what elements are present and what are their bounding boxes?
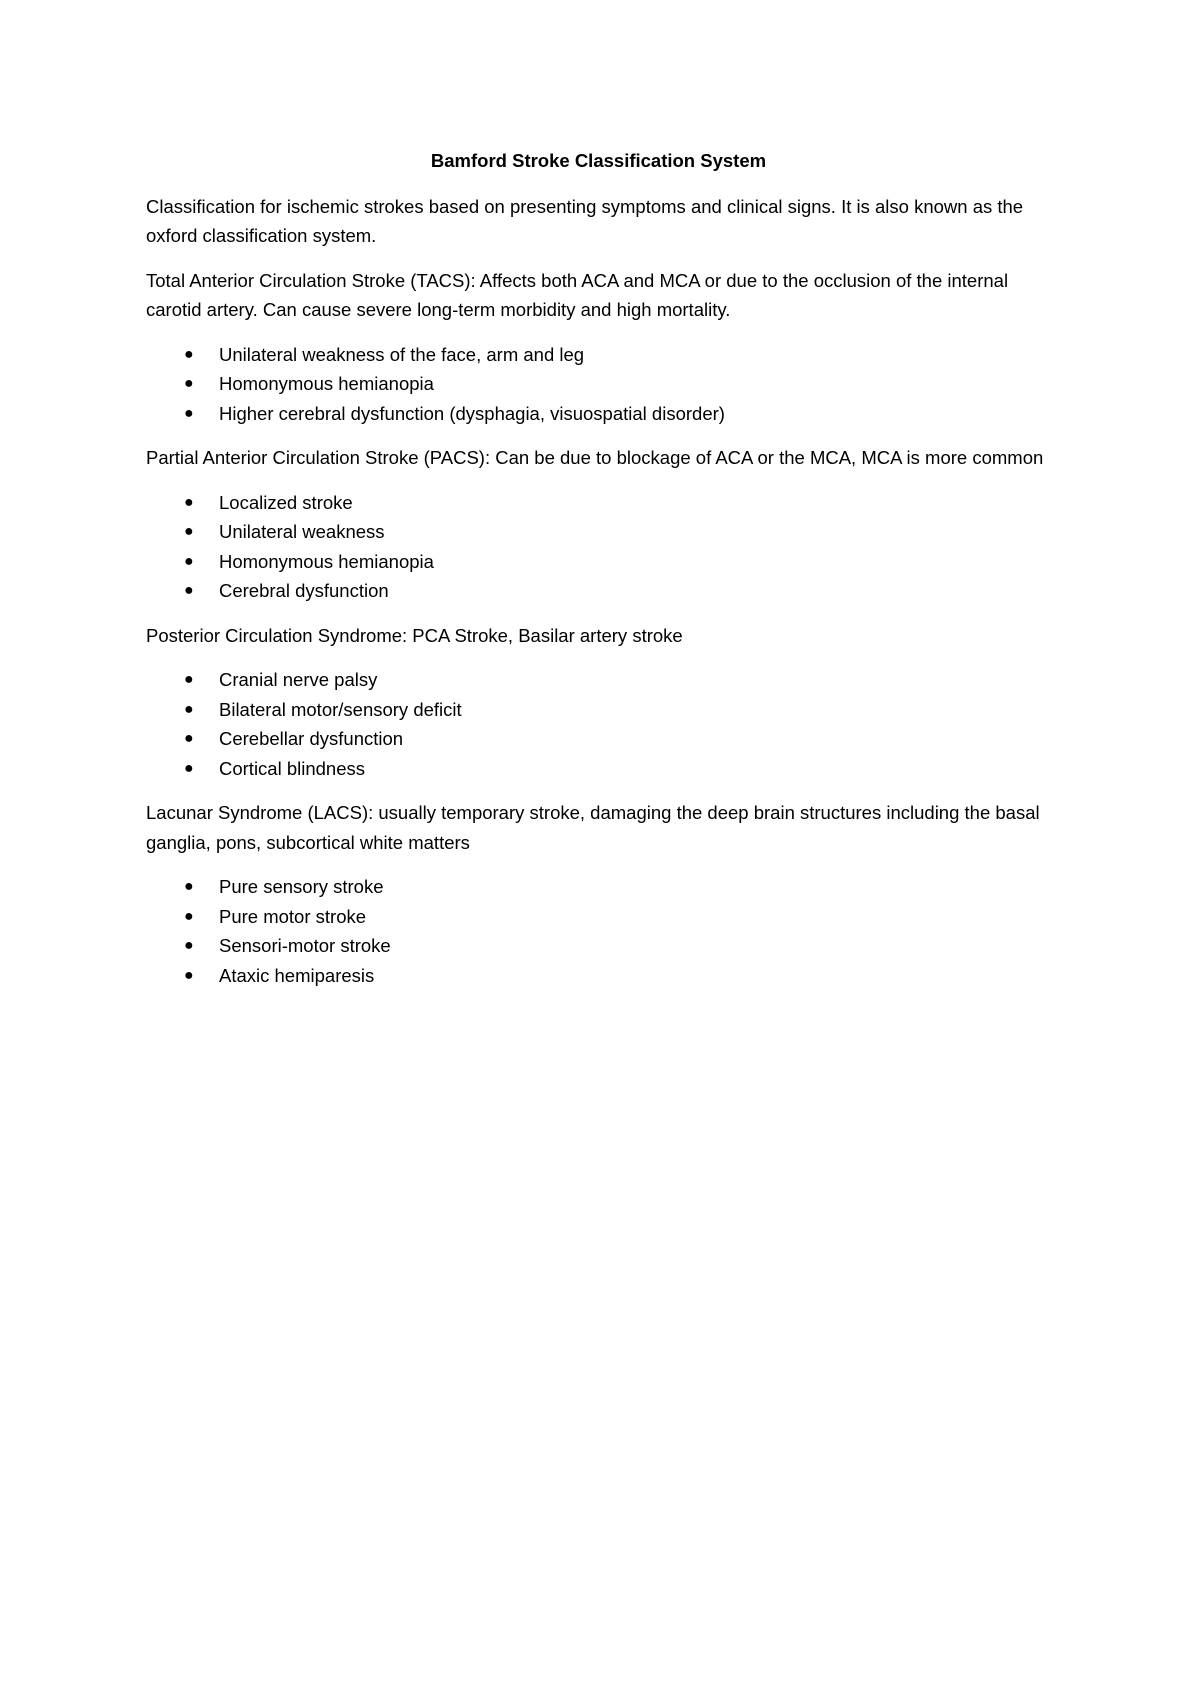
bullet-icon: ● bbox=[184, 345, 194, 363]
bullet-icon: ● bbox=[184, 966, 194, 984]
list-item: ● Cerebellar dysfunction bbox=[146, 724, 1051, 754]
list-item: ● Sensori-motor stroke bbox=[146, 931, 1051, 961]
section-tacs-heading: Total Anterior Circulation Stroke (TACS): Affects both ACA and MCA or due to the occlusion of the internal carotid artery. Can cause severe long-term morbidity and high mortality. bbox=[146, 269, 1009, 320]
section-lacs-heading: Lacunar Syndrome (LACS): usually temporary stroke, damaging the deep brain structures including the basal ganglia, pons, subcortical white matters bbox=[146, 802, 1040, 853]
bullet-icon: ● bbox=[184, 671, 194, 688]
section-posterior-heading: Posterior Circulation Syndrome: PCA Stroke, Basilar artery stroke bbox=[146, 624, 683, 646]
list-item: ● Ataxic hemiparesis bbox=[146, 961, 1051, 991]
section-posterior-list bbox=[146, 665, 1051, 783]
list-item: ● Pure sensory stroke bbox=[146, 872, 1051, 902]
section-lacs-list bbox=[146, 872, 1051, 990]
list-item: ● Pure motor stroke bbox=[146, 902, 1051, 932]
document-body bbox=[146, 146, 1051, 1005]
bullet-icon: ● bbox=[184, 907, 194, 925]
list-item: ● Cerebral dysfunction bbox=[146, 576, 1051, 606]
list-item: ● Unilateral weakness of the face, arm and leg bbox=[146, 340, 1051, 370]
bullet-icon: ● bbox=[184, 700, 194, 718]
list-item: ● Homonymous hemianopia bbox=[146, 547, 1051, 577]
section-pacs-heading: Partial Anterior Circulation Stroke (PACS): Can be due to blockage of ACA or the MCA, MCA is more common bbox=[146, 447, 1044, 468]
bullet-icon: ● bbox=[184, 878, 194, 895]
bullet-icon: ● bbox=[184, 552, 194, 570]
document-title: Bamford Stroke Classification System bbox=[430, 150, 767, 171]
bullet-icon: ● bbox=[184, 523, 194, 540]
bullet-icon: ● bbox=[184, 937, 194, 954]
bullet-icon: ● bbox=[184, 493, 194, 511]
bullet-icon: ● bbox=[184, 759, 194, 777]
list-item: ● Unilateral weakness bbox=[146, 517, 1051, 547]
list-item: ● Localized stroke bbox=[146, 488, 1051, 518]
section-tacs-list bbox=[146, 340, 1051, 429]
bullet-icon: ● bbox=[184, 582, 194, 599]
list-item: ● Homonymous hemianopia bbox=[146, 369, 1051, 399]
section-pacs-list bbox=[146, 488, 1051, 606]
list-item: ● Cranial nerve palsy bbox=[146, 665, 1051, 695]
intro-paragraph: Classification for ischemic strokes based on presenting symptoms and clinical signs. It is also known as the oxford classification system. bbox=[146, 195, 1024, 246]
list-item: ● Bilateral motor/sensory deficit bbox=[146, 695, 1051, 725]
list-item: ● Higher cerebral dysfunction (dysphagia, visuospatial disorder) bbox=[146, 399, 1051, 429]
bullet-icon: ● bbox=[184, 404, 194, 422]
list-item: ● Cortical blindness bbox=[146, 754, 1051, 784]
bullet-icon: ● bbox=[184, 730, 194, 747]
bullet-icon: ● bbox=[184, 375, 194, 392]
